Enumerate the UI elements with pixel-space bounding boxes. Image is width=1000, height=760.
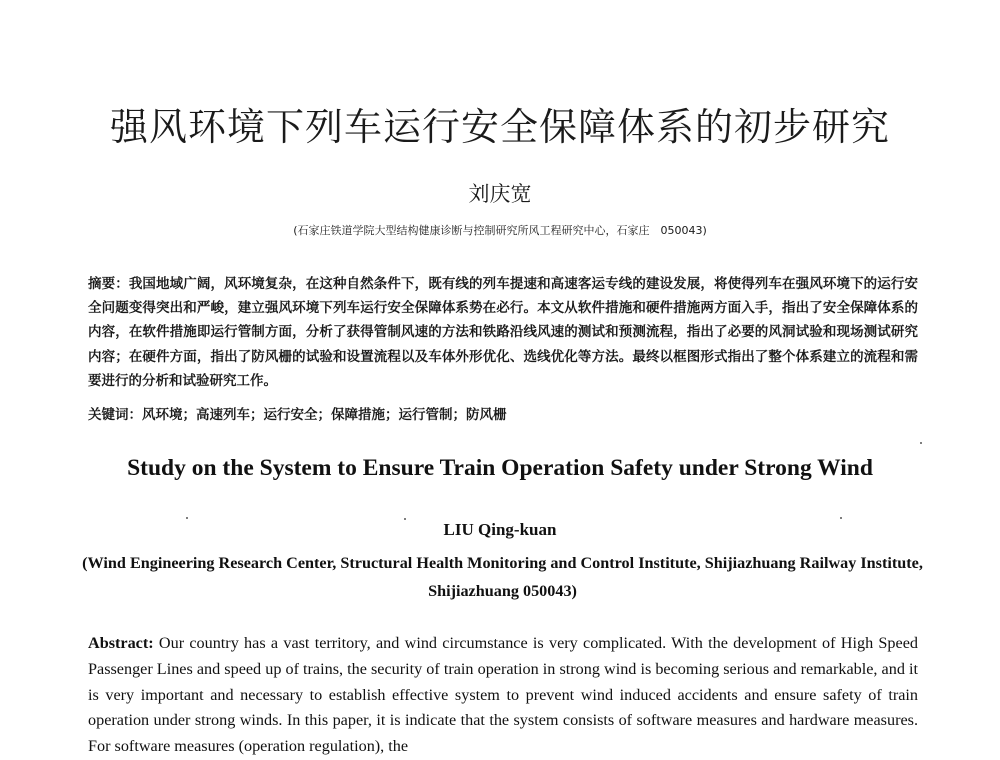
chinese-abstract — [88, 272, 918, 393]
scan-speck — [840, 517, 842, 519]
chinese-keywords-label: 关键词： — [88, 407, 142, 423]
chinese-keywords-text: 风环境；高速列车；运行安全；保障措施；运行管制；防风栅 — [142, 407, 507, 423]
chinese-author: 刘庆宽 — [468, 182, 532, 206]
chinese-affiliation: (石家庄铁道学院大型结构健康诊断与控制研究所风工程研究中心，石家庄 050043) — [293, 224, 707, 237]
scan-speck — [186, 517, 188, 519]
chinese-title: 强风环境下列车运行安全保障体系的初步研究 — [109, 105, 890, 149]
chinese-keywords — [88, 403, 918, 427]
english-abstract-label: Abstract: — [88, 634, 154, 652]
english-title: Study on the System to Ensure Train Operation Safety under Strong Wind — [127, 455, 873, 481]
english-author: LIU Qing-kuan — [443, 520, 557, 539]
scan-speck — [404, 518, 406, 520]
chinese-abstract-label: 摘要： — [88, 276, 129, 292]
english-affiliation: (Wind Engineering Research Center, Structural Health Monitoring and Control Institute, Shijiazhuang Railway Institute, Shijiazhuang 050043) — [82, 554, 923, 600]
english-abstract-text: Our country has a vast territory, and wind circumstance is very complicated. With the development of High Speed Passenger Lines and speed up of trains, the security of train operation in strong wind is becoming serious and remarkable, and it is very important and necessary to establish effective system to prevent wind induced accidents and ensure safety of train operation under strong winds. In this paper, it is indicate that the system consists of software measures and hardware measures. For software measures (operation regulation), the — [88, 634, 918, 756]
scan-speck — [920, 442, 922, 444]
chinese-abstract-text: 我国地域广阔，风环境复杂，在这种自然条件下，既有线的列车提速和高速客运专线的建设发展，将使得列车在强风环境下的运行安全问题变得突出和严峻，建立强风环境下列车运行安全保障体系势在必行。本文从软件措施和硬件措施两方面入手，指出了安全保障体系的内容，在软件措施即运行管制方面，分析了获得管制风速的方法和铁路沿线风速的测试和预测流程，指出了必要的风洞试验和现场测试研究内容；在硬件方面，指出了防风栅的试验和设置流程以及车体外形优化、选线优化等方法。最终以框图形式指出了整个体系建立的流程和需要进行的分析和试验研究工作。 — [88, 276, 919, 389]
english-abstract — [88, 631, 918, 760]
